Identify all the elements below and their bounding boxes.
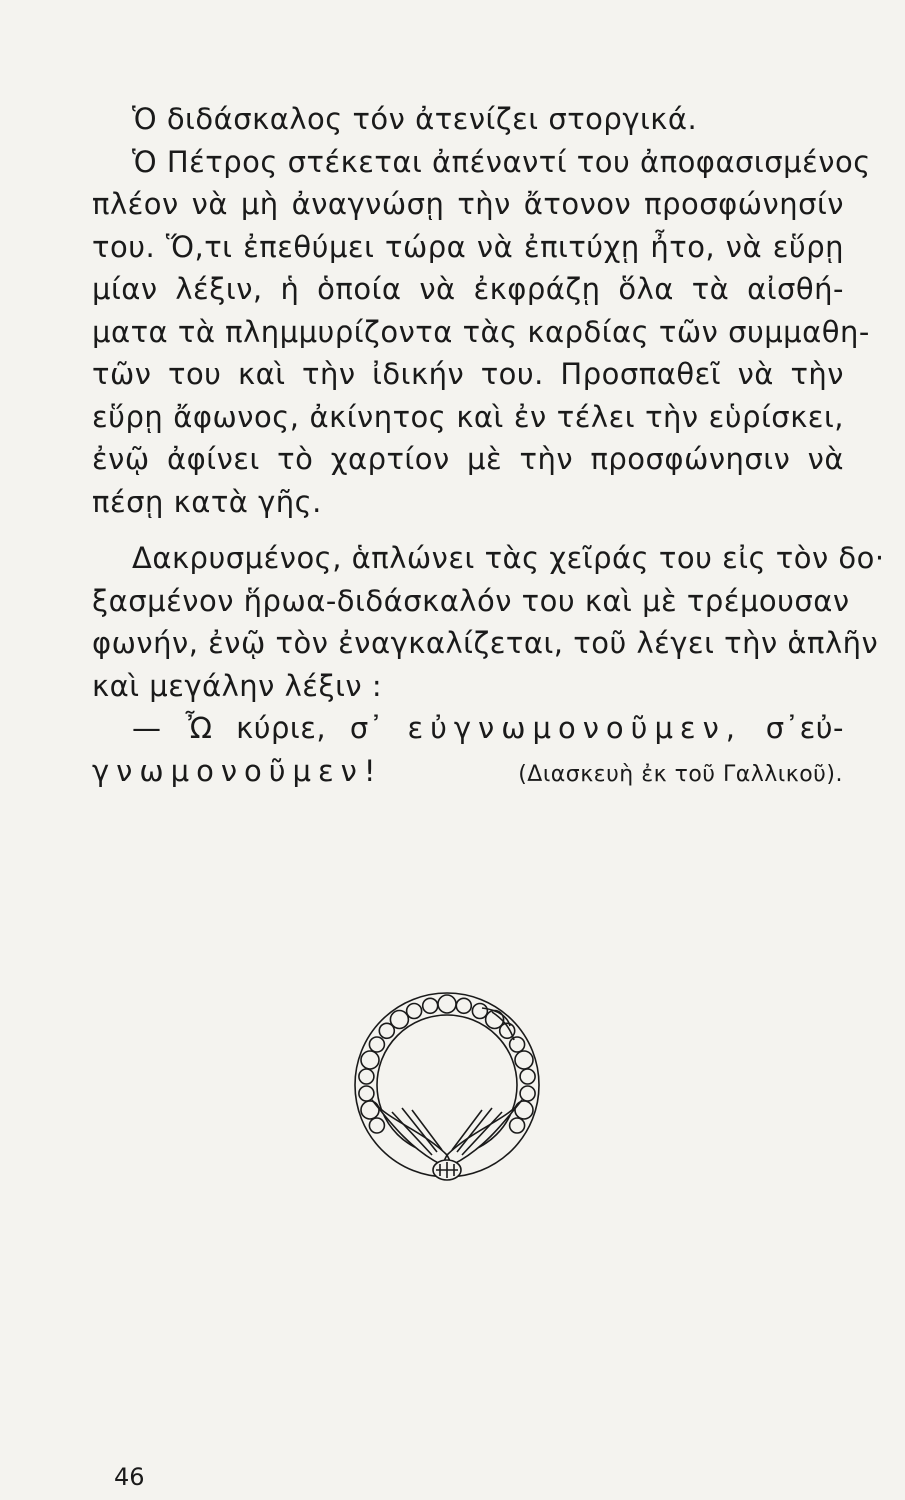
- text-line: τῶν του καὶ τὴν ἰδικήν του. Προσπαθεῖ νὰ τὴν: [92, 357, 844, 391]
- source-note: (Διασκευὴ ἐκ τοῦ Γαλλικοῦ).: [518, 762, 843, 787]
- page-number: 46: [114, 1463, 145, 1491]
- text-line: ματα τὰ πλημμυρίζοντα τὰς καρδίας τῶν συμμαθη-: [92, 314, 870, 349]
- dialogue-suffix: σ᾿εὐ-: [765, 711, 845, 745]
- wreath-bead: [390, 1011, 408, 1029]
- wreath-bead: [520, 1086, 535, 1101]
- text-line: εὕρῃ ἄφωνος, ἀκίνητος καὶ ἐν τέλει τὴν εὑρίσκει,: [92, 399, 844, 434]
- text-line: ξασμένον ἥρωα-διδάσκαλόν του καὶ μὲ τρέμουσαν: [92, 583, 850, 618]
- wreath-ornament: [332, 980, 562, 1190]
- text-line: πλέον νὰ μὴ ἀναγνώσῃ τὴν ἄτονον προσφώνησίν: [92, 187, 844, 221]
- dialogue-spaced-word: εὐγνωμονοῦμεν,: [407, 711, 742, 745]
- wreath-bead: [456, 998, 471, 1013]
- dialogue-line: [92, 707, 844, 750]
- dialogue-prefix: — Ὦ κύριε, σ᾿: [132, 711, 384, 745]
- wreath-bead: [359, 1069, 374, 1084]
- wreath-bead: [423, 998, 438, 1013]
- wreath-bead: [510, 1118, 525, 1133]
- text-line: Ὁ διδάσκαλος τόν ἀτενίζει στοργικά.: [132, 102, 698, 136]
- wreath-bead: [515, 1101, 533, 1119]
- text-line: Ὁ Πέτρος στέκεται ἀπέναντί του ἀποφασισμένος: [132, 144, 871, 179]
- wreath-bead: [369, 1037, 384, 1052]
- wreath-bead: [520, 1069, 535, 1084]
- text-line: μίαν λέξιν, ἡ ὁποία νὰ ἐκφράζῃ ὅλα τὰ αἰσθή-: [92, 272, 844, 306]
- dialogue-spaced-word: γνωμονοῦμεν!: [92, 753, 383, 788]
- text-line: καὶ μεγάλην λέξιν :: [92, 668, 383, 703]
- wreath-bead: [438, 995, 456, 1013]
- wreath-bead: [472, 1004, 487, 1019]
- text-line: πέσῃ κατὰ γῆς.: [92, 484, 322, 519]
- text-line: του. Ὅ,τι ἐπεθύμει τώρα νὰ ἐπιτύχῃ ἦτο, νὰ εὕρῃ: [92, 229, 844, 264]
- wreath-bead: [361, 1051, 379, 1069]
- wreath-bead: [361, 1101, 379, 1119]
- wreath-bead: [359, 1086, 374, 1101]
- wreath-bead: [515, 1051, 533, 1069]
- wreath-bead: [407, 1004, 422, 1019]
- wreath-bead: [369, 1118, 384, 1133]
- main-text: [92, 98, 885, 792]
- wreath-bead: [510, 1037, 525, 1052]
- text-line: φωνήν, ἐνῷ τὸν ἐναγκαλίζεται, τοῦ λέγει τὴν ἁπλῆν: [92, 626, 879, 660]
- text-line: Δακρυσμένος, ἁπλώνει τὰς χεῖράς του εἰς τὸν δο·: [132, 541, 885, 575]
- text-line: ἐνῷ ἀφίνει τὸ χαρτίον μὲ τὴν προσφώνησιν νὰ: [92, 442, 844, 476]
